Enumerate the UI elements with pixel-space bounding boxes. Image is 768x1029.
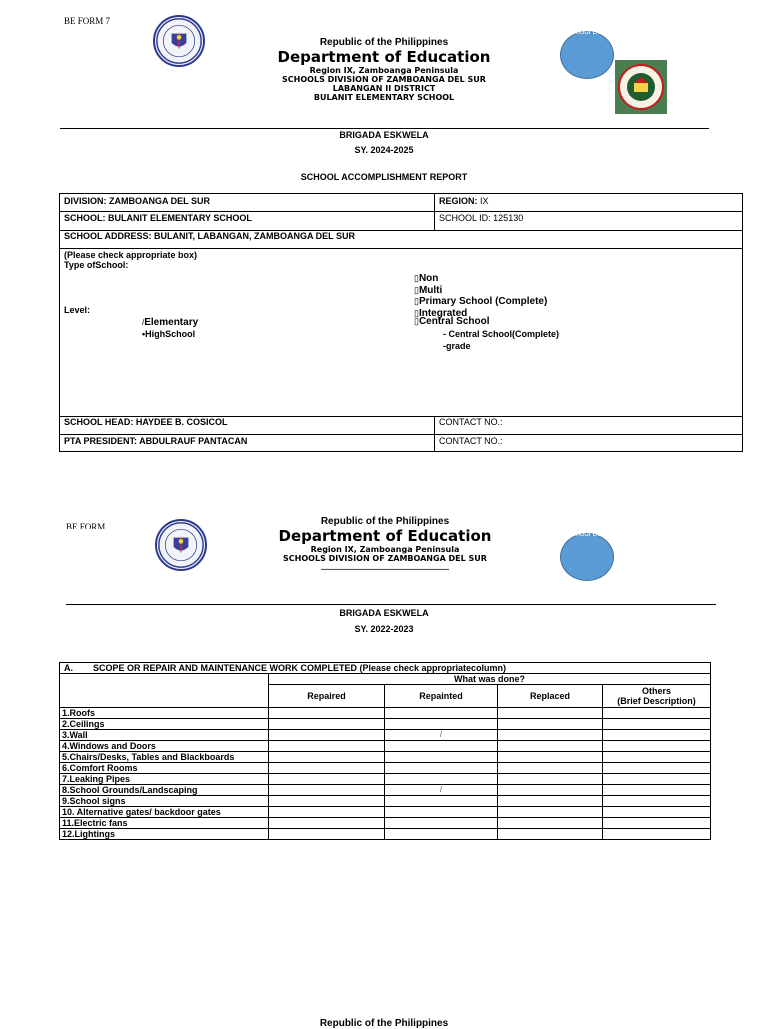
check-cell[interactable]	[603, 719, 711, 730]
check-cell[interactable]	[603, 774, 711, 785]
school-head-contact-field: CONTACT NO.:	[439, 417, 503, 427]
check-cell[interactable]	[498, 741, 603, 752]
check-cell[interactable]	[385, 796, 498, 807]
col-others: Others (Brief Description)	[603, 685, 711, 708]
check-cell[interactable]	[603, 785, 711, 796]
row-item-label: 8.School Grounds/Landscaping	[60, 785, 269, 796]
check-cell[interactable]	[498, 829, 603, 840]
scope-title: SCOPE OR REPAIR AND MAINTENANCE WORK COMPLETED (Please check appropriatecolumn)	[93, 663, 507, 673]
school-badge-icon	[615, 60, 667, 114]
row-item-label: 12.Lightings	[60, 829, 269, 840]
check-cell[interactable]	[269, 796, 385, 807]
row-item-label: 7.Leaking Pipes	[60, 774, 269, 785]
school-address-field: SCHOOL ADDRESS: BULANIT, LABANGAN, ZAMBOANGA DEL SUR	[64, 231, 356, 241]
check-cell[interactable]	[603, 763, 711, 774]
school-field: SCHOOL: BULANIT ELEMENTARY SCHOOL	[64, 213, 252, 223]
table-row	[60, 774, 711, 785]
check-cell[interactable]	[498, 752, 603, 763]
check-cell[interactable]	[269, 829, 385, 840]
table-header-row	[60, 674, 711, 685]
check-instruction: (Please check appropriate box)	[64, 250, 198, 260]
table-row	[60, 829, 711, 840]
check-cell[interactable]	[385, 829, 498, 840]
table-row	[60, 818, 711, 829]
school-logo-label-2: School Logo	[566, 529, 611, 538]
form-id: BE FORM 7	[64, 16, 111, 26]
scope-of-work-table	[59, 662, 711, 840]
option-central-school[interactable]: ▯Central School	[414, 316, 490, 327]
table-row	[60, 741, 711, 752]
check-cell[interactable]	[498, 796, 603, 807]
col-repaired: Repaired	[269, 685, 385, 708]
accomplishment-form	[59, 193, 743, 452]
check-cell[interactable]	[498, 807, 603, 818]
header-divider	[60, 128, 709, 129]
check-cell[interactable]	[498, 774, 603, 785]
header-region: Region IX, Zamboanga Peninsula	[309, 66, 459, 75]
check-cell[interactable]	[385, 708, 498, 719]
header-blank-line: ________________________________	[321, 561, 449, 570]
check-cell[interactable]	[603, 708, 711, 719]
check-cell[interactable]	[269, 774, 385, 785]
sub-option-central-complete: - Central School(Complete)	[443, 329, 560, 339]
type-of-school-label: Type ofSchool:	[64, 260, 129, 270]
col-others-sub: (Brief Description)	[617, 696, 696, 706]
col-repainted: Repainted	[385, 685, 498, 708]
header-region-2: Region IX, Zamboanga Peninsula	[310, 545, 460, 554]
school-year: SY. 2024-2025	[354, 145, 414, 155]
form-id-2: BE FORM	[66, 522, 106, 529]
check-cell[interactable]	[385, 818, 498, 829]
table-row	[60, 763, 711, 774]
check-cell[interactable]	[385, 774, 498, 785]
header-department-2: Department of Education	[278, 527, 492, 545]
option-multi[interactable]: ▯Multi	[414, 284, 443, 296]
school-head-field: SCHOOL HEAD: HAYDEE B. COSICOL	[64, 417, 228, 427]
school-logo-placeholder-2	[560, 533, 614, 581]
table-title-row: A. SCOPE OR REPAIR AND MAINTENANCE WORK COMPLETED (Please check appropriatecolumn)	[60, 663, 711, 674]
check-cell[interactable]	[603, 752, 711, 763]
elementary-check-mark: /	[142, 318, 145, 327]
check-cell[interactable]	[269, 708, 385, 719]
level-highschool-option[interactable]: •HighSchool	[142, 329, 196, 339]
check-cell[interactable]	[498, 785, 603, 796]
program-title-2: BRIGADA ESKWELA	[339, 608, 429, 618]
check-cell[interactable]	[603, 818, 711, 829]
report-title: SCHOOL ACCOMPLISHMENT REPORT	[300, 172, 468, 182]
check-cell[interactable]	[603, 807, 711, 818]
table-row	[60, 807, 711, 818]
check-cell[interactable]	[269, 730, 385, 741]
check-cell[interactable]: /	[385, 785, 498, 796]
header-district: LABANGAN II DISTRICT	[332, 84, 436, 93]
header-department: Department of Education	[277, 48, 491, 66]
table-row	[60, 708, 711, 719]
school-logo-label: School Logo	[566, 27, 611, 36]
deped-seal-icon-2	[155, 519, 207, 571]
row-item-label: 10. Alternative gates/ backdoor gates	[60, 807, 269, 818]
check-cell[interactable]	[498, 708, 603, 719]
what-done-header: What was done?	[269, 674, 711, 685]
check-cell[interactable]	[269, 785, 385, 796]
level-label: Level:	[64, 305, 91, 315]
check-cell[interactable]	[603, 741, 711, 752]
check-cell[interactable]	[385, 719, 498, 730]
deped-seal-icon	[153, 15, 205, 67]
school-logo-placeholder	[560, 31, 614, 79]
table-row	[60, 752, 711, 763]
header-division: SCHOOLS DIVISION OF ZAMBOANGA DEL SUR	[282, 75, 486, 84]
check-cell[interactable]	[269, 719, 385, 730]
row-item-label: 11.Electric fans	[60, 818, 269, 829]
check-cell[interactable]	[498, 818, 603, 829]
table-row	[60, 730, 711, 741]
check-cell[interactable]	[603, 796, 711, 807]
check-cell[interactable]	[269, 818, 385, 829]
option-non[interactable]: ▯Non	[414, 273, 439, 284]
check-cell[interactable]	[269, 741, 385, 752]
header-divider-2	[66, 604, 716, 605]
row-item-label: 5.Chairs/Desks, Tables and Blackboards	[60, 752, 269, 763]
check-cell[interactable]: /	[385, 730, 498, 741]
region-field: REGION: IX	[439, 196, 489, 206]
header-republic: Republic of the Philippines	[319, 37, 449, 48]
check-cell[interactable]	[603, 829, 711, 840]
program-title: BRIGADA ESKWELA	[339, 130, 429, 140]
check-cell[interactable]	[498, 719, 603, 730]
option-primary-school[interactable]: ▯Primary School (Complete)	[414, 296, 548, 307]
header-school: BULANIT ELEMENTARY SCHOOL	[313, 93, 455, 102]
option-integrated[interactable]: ▯Integrated	[414, 307, 468, 319]
header-division-2: SCHOOLS DIVISION OF ZAMBOANGA DEL SUR	[283, 554, 487, 563]
pta-contact-field: CONTACT NO.:	[439, 436, 503, 446]
sub-option-grade: -grade	[443, 341, 471, 351]
school-id-field: SCHOOL ID: 125130	[439, 213, 524, 223]
row-item-label: 6.Comfort Rooms	[60, 763, 269, 774]
table-row	[60, 796, 711, 807]
check-cell[interactable]	[385, 752, 498, 763]
row-item-label: 3.Wall	[60, 730, 269, 741]
check-cell[interactable]	[385, 741, 498, 752]
row-item-label: 1.Roofs	[60, 708, 269, 719]
highschool-bullet: •	[142, 329, 146, 339]
division-field: DIVISION: ZAMBOANGA DEL SUR	[64, 196, 211, 206]
table-row	[60, 785, 711, 796]
check-cell[interactable]	[269, 763, 385, 774]
header-republic-2: Republic of the Philippines	[320, 516, 450, 527]
school-year-2: SY. 2022-2023	[354, 624, 414, 634]
row-item-label: 2.Ceilings	[60, 719, 269, 730]
check-cell[interactable]	[498, 763, 603, 774]
level-elementary-option[interactable]: /Elementary	[142, 317, 199, 328]
check-cell[interactable]	[498, 730, 603, 741]
check-cell[interactable]	[603, 730, 711, 741]
check-cell[interactable]	[269, 752, 385, 763]
col-replaced: Replaced	[498, 685, 603, 708]
check-cell[interactable]	[269, 807, 385, 818]
header-republic-3: Republic of the Philippines	[319, 1018, 449, 1029]
school-type-options	[414, 273, 547, 328]
row-item-label: 9.School signs	[60, 796, 269, 807]
pta-president-field: PTA PRESIDENT: ABDULRAUF PANTACAN	[64, 436, 248, 446]
check-cell[interactable]	[385, 763, 498, 774]
row-item-label: 4.Windows and Doors	[60, 741, 269, 752]
check-cell[interactable]	[385, 807, 498, 818]
table-row	[60, 719, 711, 730]
